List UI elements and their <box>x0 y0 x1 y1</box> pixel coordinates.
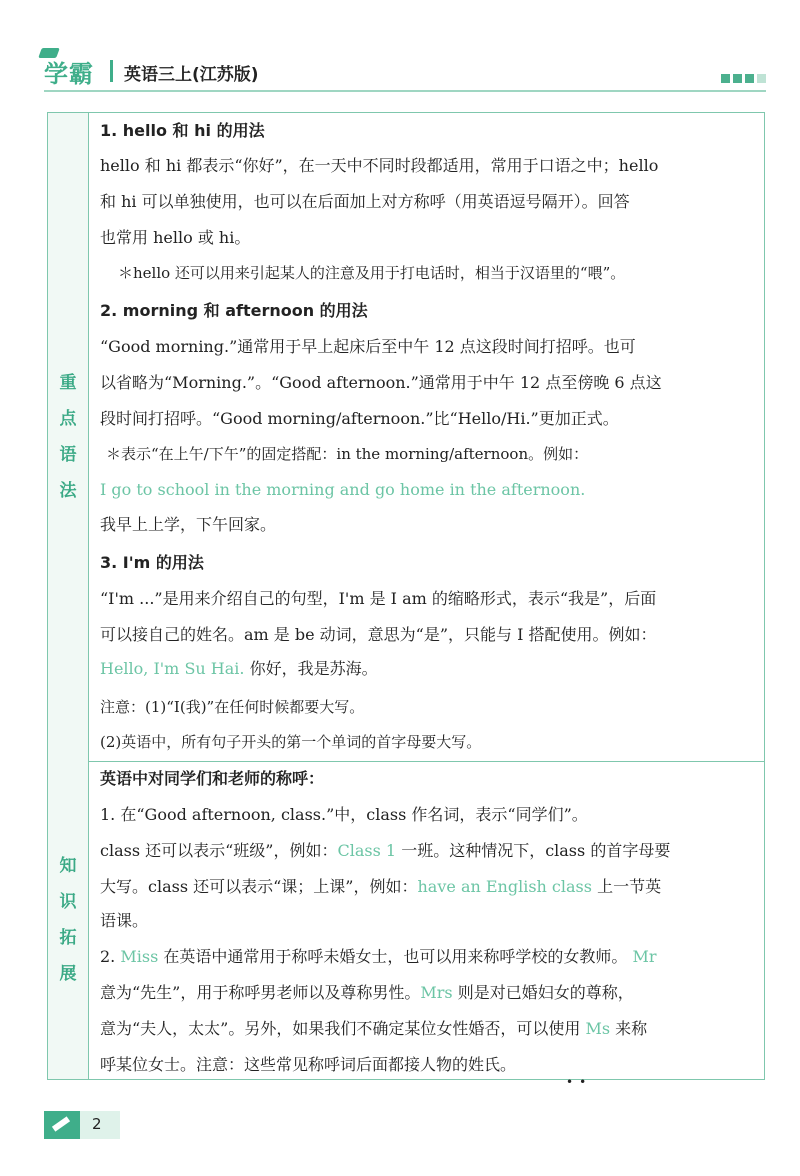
emphasis-dots: •• <box>566 1075 593 1089</box>
extension-title: 英语中对同学们和老师的称呼： <box>100 769 325 788</box>
header-divider <box>110 60 113 82</box>
note-line: 注意：(1)“I(我)”在任何时候都要大写。 <box>100 698 365 716</box>
heading-hello-hi: 1. hello 和 hi 的用法 <box>100 121 265 140</box>
grammar-side-label: 重 点 语 法 <box>48 113 89 761</box>
text-line: 意为“夫人，太太”。另外，如果我们不确定某位女性婚否，可以使用 Ms 来称 <box>100 1019 648 1038</box>
grammar-body <box>100 113 756 761</box>
text-line: 段时间打招呼。“Good morning/afternoon.”比“Hello/Hi.”更加正式。 <box>100 409 619 428</box>
example-translation: 我早上上学，下午回家。 <box>100 515 277 534</box>
brand-logo <box>44 54 94 89</box>
example-translation: 你好，我是苏海。 <box>249 659 378 678</box>
mortarboard-icon <box>38 48 60 58</box>
content-table <box>47 112 765 1080</box>
text-line: 2. Miss 在英语中通常用于称呼未婚女士，也可以用来称呼学校的女教师。 Mr <box>100 947 657 966</box>
pencil-icon <box>44 1111 80 1139</box>
logo-text: 学霸 <box>44 60 94 88</box>
text-line: “Good morning.”通常用于早上起床后至中午 12 点这段时间打招呼。也可 <box>100 337 636 356</box>
text-line: 可以接自己的姓名。am 是 be 动词，意思为“是”，只能与 I 搭配使用。例如： <box>100 625 657 644</box>
heading-morning-afternoon: 2. morning 和 afternoon 的用法 <box>100 301 368 320</box>
text-line: 语课。 <box>100 911 149 930</box>
extension-body <box>100 761 756 1079</box>
text-line: class 还可以表示“班级”，例如：Class 1 一班。这种情况下，class 的首字母要 <box>100 841 671 860</box>
text-line: 以省略为“Morning.”。“Good afternoon.”通常用于中午 12 点至傍晚 6 点这 <box>100 373 662 392</box>
extension-side-label: 知 识 拓 展 <box>48 761 89 1079</box>
heading-im: 3. I'm 的用法 <box>100 553 204 572</box>
page-number: 2 <box>92 1115 102 1133</box>
book-subject: 英语三上(江苏版) <box>124 65 259 85</box>
text-line: 也常用 hello 或 hi。 <box>100 228 251 247</box>
note-line: (2)英语中，所有句子开头的第一个单词的首字母要大写。 <box>100 733 482 751</box>
page-footer <box>44 1111 120 1139</box>
header-rule <box>44 90 766 92</box>
text-line: hello 和 hi 都表示“你好”，在一天中不同时段都适用，常用于口语之中；hello <box>100 156 659 175</box>
note-line: ＊hello 还可以用来引起某人的注意及用于打电话时，相当于汉语里的“喂”。 <box>118 264 626 282</box>
text-line: 1. 在“Good afternoon, class.”中，class 作名词，表示“同学们”。 <box>100 805 588 824</box>
decorative-squares <box>721 74 766 83</box>
example-sentence: Hello, I'm Su Hai. <box>100 659 245 678</box>
text-line: 和 hi 可以单独使用，也可以在后面加上对方称呼（用英语逗号隔开）。回答 <box>100 192 630 211</box>
example-sentence: I go to school in the morning and go home in the afternoon. <box>100 480 586 499</box>
text-line: “I'm ...”是用来介绍自己的句型，I'm 是 I am 的缩略形式，表示“我是”，后面 <box>100 589 657 608</box>
text-line: 呼某位女士。注意：这些常见称呼词后面都接人物的姓氏。 <box>100 1055 517 1074</box>
page-header <box>44 52 766 92</box>
extension-section <box>48 761 764 1079</box>
grammar-section <box>48 113 764 762</box>
text-line: 大写。class 还可以表示“课；上课”，例如：have an English class 上一节英 <box>100 877 662 896</box>
example-line <box>100 659 378 679</box>
text-line: 意为“先生”，用于称呼男老师以及尊称男性。Mrs 则是对已婚妇女的尊称， <box>100 983 634 1002</box>
note-line: ＊表示“在上午/下午”的固定搭配：in the morning/afternoon。例如： <box>106 445 589 463</box>
